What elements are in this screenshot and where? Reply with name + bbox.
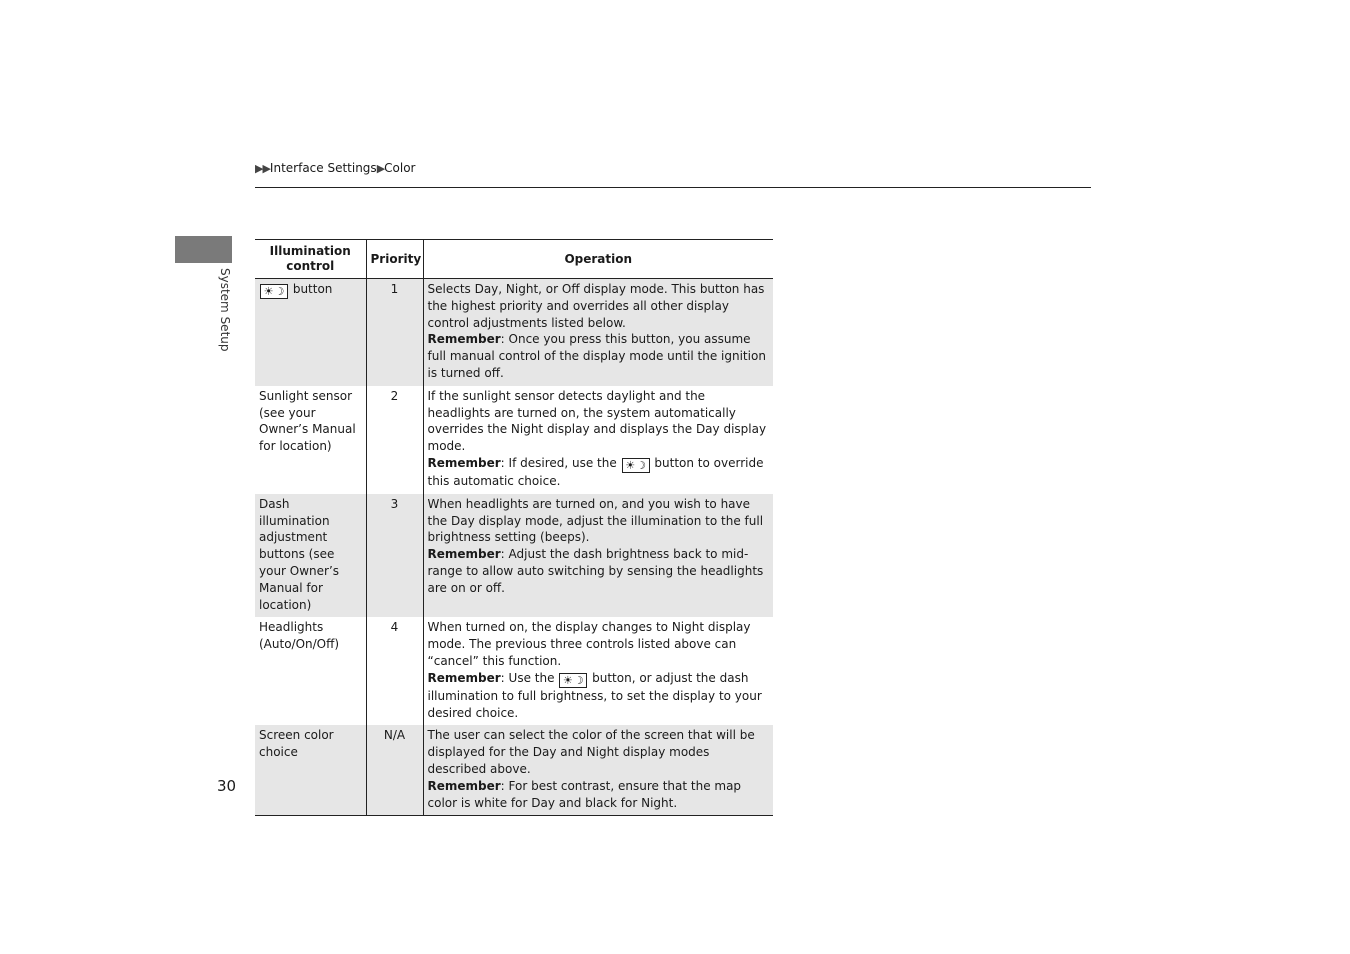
remember-text: : For best contrast, ensure that the map color is white for Day and black for Night. xyxy=(427,778,742,810)
remember-text: : Adjust the dash brightness back to mid-range to allow auto switching by sensing the headlights are on or off. xyxy=(427,547,764,595)
remember-text: : Once you press this button, you assume full manual control of the display mode until the ignition is turned off. xyxy=(427,332,766,380)
operation-cell xyxy=(423,386,773,494)
remember-label: Remember xyxy=(427,455,501,470)
sun-moon-icon: ☀ ☽ xyxy=(260,284,288,299)
operation-cell xyxy=(423,725,773,816)
operation-text: The user can select the color of the screen that will be displayed for the Day and Night display modes described above. xyxy=(427,728,755,776)
priority-cell: 4 xyxy=(366,617,423,725)
operation-cell xyxy=(423,494,773,618)
header-rule xyxy=(255,187,1091,188)
illumination-control-table xyxy=(255,239,773,816)
breadcrumb xyxy=(255,161,416,175)
operation-text: When turned on, the display changes to Night display mode. The previous three controls listed above can “cancel” this function. xyxy=(427,620,751,668)
control-label: button xyxy=(292,282,333,296)
sun-moon-icon: ☀ ☽ xyxy=(622,458,650,473)
breadcrumb-page: Color xyxy=(384,161,416,175)
breadcrumb-section[interactable]: Interface Settings xyxy=(269,161,377,175)
priority-cell: N/A xyxy=(366,725,423,816)
table-row xyxy=(255,279,773,386)
table-row xyxy=(255,617,773,725)
table-header-row xyxy=(255,240,773,279)
priority-cell: 1 xyxy=(366,279,423,386)
section-tab-marker xyxy=(175,236,232,263)
header-operation: Operation xyxy=(423,240,773,279)
operation-cell xyxy=(423,279,773,386)
operation-text: Selects Day, Night, or Off display mode. This button has the highest priority and overrides all other display control adjustments listed below. xyxy=(427,282,765,330)
section-tab-label: System Setup xyxy=(218,268,232,352)
control-cell: Screen color choice xyxy=(255,725,366,816)
table-row xyxy=(255,725,773,816)
table-row xyxy=(255,386,773,494)
remember-label: Remember xyxy=(427,670,501,685)
operation-cell xyxy=(423,617,773,725)
remember-text-continued: button, or adjust the dash illumination to full brightness, to set the display to your desired choice. xyxy=(427,670,762,720)
breadcrumb-separator-icon: ▶ xyxy=(376,161,385,175)
header-illumination-control: Illumination control xyxy=(255,240,366,279)
remember-label: Remember xyxy=(427,778,501,793)
remember-text: : Use the xyxy=(500,670,555,685)
table-row xyxy=(255,494,773,618)
breadcrumb-arrow-icon: ▶▶ xyxy=(255,161,270,175)
operation-text: When headlights are turned on, and you wish to have the Day display mode, adjust the illumination to the full brightness setting (beeps). xyxy=(427,496,764,545)
remember-text: : If desired, use the xyxy=(500,455,617,470)
priority-cell: 3 xyxy=(366,494,423,618)
remember-label: Remember xyxy=(427,332,501,347)
control-cell: Dash illumination adjustment buttons (see your Owner’s Manual for location) xyxy=(255,494,366,618)
control-cell: Headlights (Auto/On/Off) xyxy=(259,620,340,652)
control-cell xyxy=(255,279,366,386)
page-number: 30 xyxy=(217,777,237,795)
remember-text-continued: button to override this automatic choice. xyxy=(427,455,764,488)
header-priority: Priority xyxy=(366,240,423,279)
remember-label: Remember xyxy=(427,547,501,562)
control-cell: Sunlight sensor (see your Owner’s Manual for location) xyxy=(259,388,356,454)
priority-cell: 2 xyxy=(366,386,423,494)
sun-moon-icon: ☀ ☽ xyxy=(559,673,587,688)
operation-text: If the sunlight sensor detects daylight and the headlights are turned on, the system automatically overrides the Night display and displays the Day display mode. xyxy=(427,388,767,454)
